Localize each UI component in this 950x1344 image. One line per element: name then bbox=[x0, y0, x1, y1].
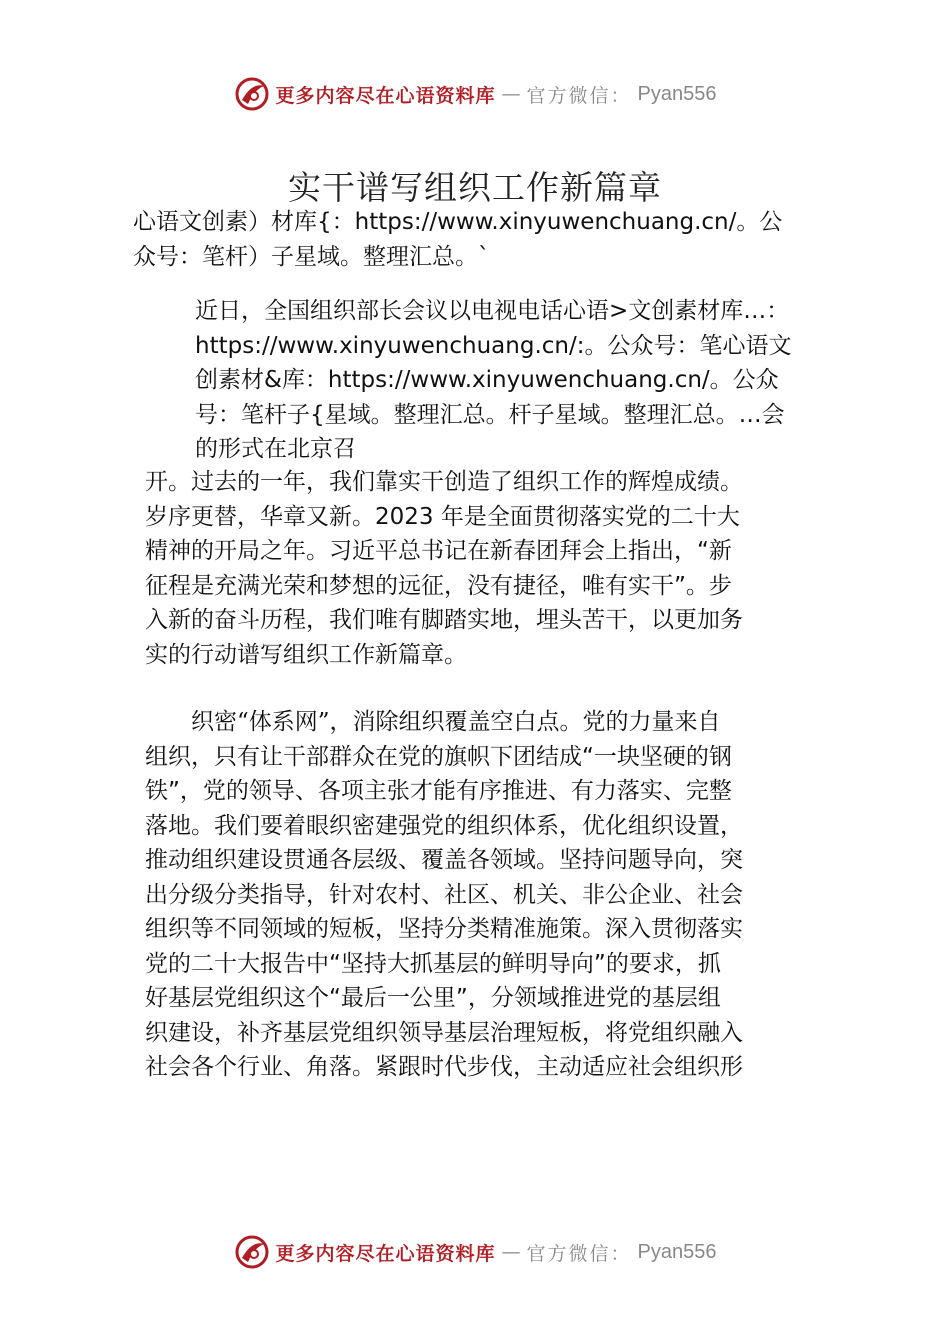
watermark-separator: — bbox=[501, 1241, 521, 1263]
text-line: 党的二十大报告中“坚持大抓基层的鲜明导向”的要求，抓 bbox=[145, 950, 721, 977]
brand-logo-icon bbox=[234, 76, 270, 112]
text-line: 实的行动谱写组织工作新篇章。 bbox=[145, 641, 467, 668]
text-line: 入新的奋斗历程，我们唯有脚踏实地，埋头苦干，以更加务 bbox=[145, 607, 743, 633]
text-line bbox=[145, 705, 743, 740]
footer-watermark bbox=[0, 1230, 950, 1274]
text-line: 组织等不同领域的短板，坚持分类精准施策。深入贯彻落实 bbox=[145, 916, 743, 942]
body-paragraph-1 bbox=[145, 465, 743, 672]
text-line: 征程是充满光荣和梦想的远征，没有捷径，唯有实干”。步 bbox=[145, 572, 732, 599]
text-line: 岁序更替，华章又新。2023 年是全面贯彻落实党的二十大 bbox=[145, 503, 740, 530]
body-paragraph-2 bbox=[145, 705, 743, 1085]
text-line: 好基层党组织这个“最后一公里”，分领域推进党的基层组 bbox=[145, 985, 721, 1011]
page-title: 实干谱写组织工作新篇章 bbox=[288, 168, 662, 207]
text-line: 织建设，补齐基层党组织领导基层治理短板，将党组织融入 bbox=[145, 1019, 743, 1046]
brand-logo-icon bbox=[234, 1234, 270, 1270]
header-watermark bbox=[0, 72, 950, 116]
text-line: 铁”，党的领导、各项主张才能有序推进、有力落实、完整 bbox=[145, 778, 732, 804]
text-line: 心语文创素）材库{：https://www.xinyuwenchuang.cn/。公 bbox=[133, 209, 783, 235]
text-line: 落地。我们要着眼织密建强党的组织体系，优化组织设置， bbox=[145, 812, 743, 839]
text-line: 推动组织建设贯通各层级、覆盖各领域。坚持问题导向，突 bbox=[145, 847, 743, 873]
text-line: 组织，只有让干部群众在党的旗帜下团结成“一块坚硬的钢 bbox=[145, 743, 732, 770]
section-text: 党的力量来自 bbox=[582, 709, 721, 735]
text-line: https://www.xinyuwenchuang.cn/:。公众号：笔心语文 bbox=[195, 332, 792, 359]
source-note bbox=[133, 205, 782, 274]
text-line: 社会各个行业、角落。紧跟时代步伐，主动适应社会组织形 bbox=[145, 1054, 743, 1080]
watermark-wechat-id: Pyan556 bbox=[637, 82, 717, 105]
text-line: 号：笔杆子{星域。整理汇总。杆子星域。整理汇总。…会 bbox=[195, 401, 785, 428]
intro-paragraph bbox=[195, 294, 791, 467]
watermark-label: 官方微信： bbox=[526, 1242, 632, 1265]
watermark-separator: — bbox=[501, 83, 521, 105]
text-line: 精神的开局之年。习近平总书记在新春团拜会上指出，“新 bbox=[145, 538, 732, 564]
text-line: 出分级分类指导，针对农村、社区、机关、非公企业、社会 bbox=[145, 881, 743, 908]
section-heading: 织密“体系网”，消除组织覆盖空白点。 bbox=[145, 709, 583, 735]
text-line: 近日，全国组织部长会议以电视电话心语>文创素材库…： bbox=[195, 298, 790, 324]
watermark-text: 更多内容尽在心语资料库 bbox=[275, 84, 496, 107]
text-line: 的形式在北京召 bbox=[195, 436, 356, 462]
watermark-label: 官方微信： bbox=[526, 84, 632, 107]
text-line: 创素材&库：https://www.xinyuwenchuang.cn/。公众 bbox=[195, 367, 779, 393]
watermark-wechat-id: Pyan556 bbox=[637, 1240, 717, 1263]
text-line: 众号：笔杆）子星域。整理汇总。` bbox=[133, 243, 490, 270]
watermark-text: 更多内容尽在心语资料库 bbox=[275, 1242, 496, 1265]
text-line: 开。过去的一年，我们靠实干创造了组织工作的辉煌成绩。 bbox=[145, 469, 743, 495]
